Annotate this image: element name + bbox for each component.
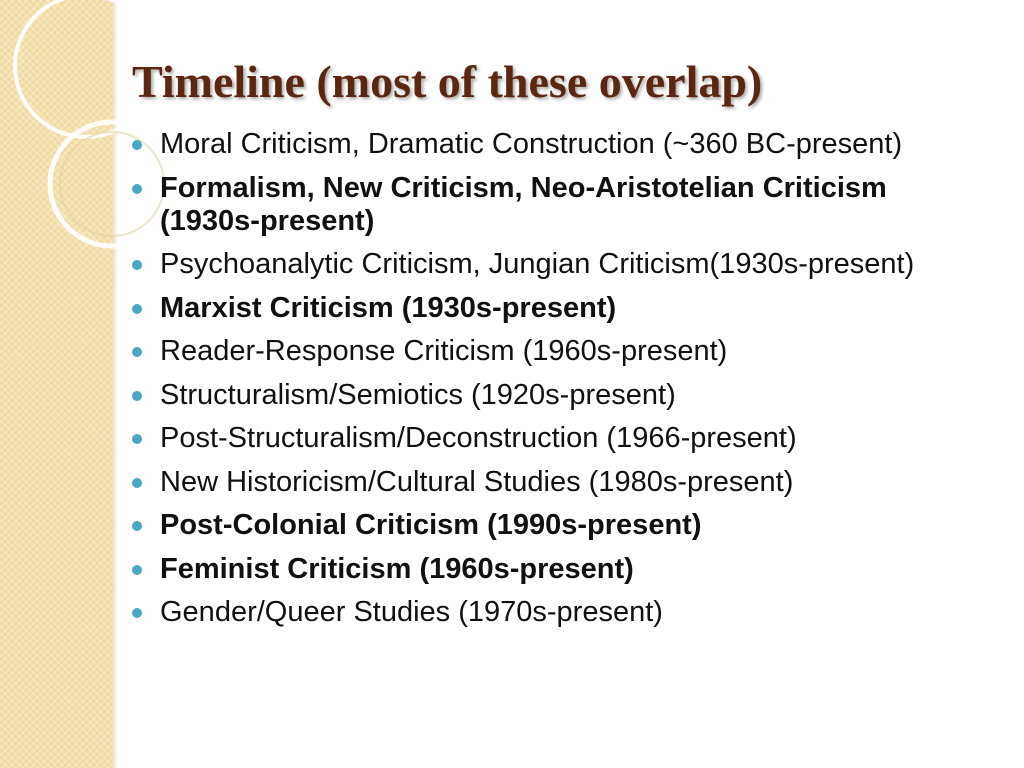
bullet-item <box>160 553 950 586</box>
bullet-item <box>160 422 950 455</box>
bullet-item <box>160 466 950 499</box>
bullet-item <box>160 128 950 161</box>
bullet-text: Formalism, New Criticism, Neo-Aristotelian Criticism (1930s-present) <box>160 171 887 237</box>
bullet-text: Reader-Response Criticism (1960s-present) <box>160 335 728 367</box>
bullet-item <box>160 248 950 281</box>
bullet-dot-icon <box>132 140 142 150</box>
bullet-item <box>160 596 950 629</box>
bullet-dot-icon <box>132 260 142 270</box>
bullet-dot-icon <box>132 184 142 194</box>
bullet-list <box>160 128 950 640</box>
bullet-dot-icon <box>132 304 142 314</box>
bullet-dot-icon <box>132 521 142 531</box>
bullet-text: Marxist Criticism (1930s-present) <box>160 291 617 324</box>
bullet-item <box>160 292 950 325</box>
bullet-text: New Historicism/Cultural Studies (1980s-present) <box>160 465 794 498</box>
bullet-dot-icon <box>132 608 142 618</box>
bullet-item <box>160 379 950 412</box>
bullet-item <box>160 172 950 238</box>
bullet-text: Psychoanalytic Criticism, Jungian Criticism(1930s-present) <box>160 248 915 280</box>
bullet-text: Structuralism/Semiotics (1920s-present) <box>160 378 676 411</box>
bullet-text: Post-Structuralism/Deconstruction (1966-present) <box>160 422 797 454</box>
bullet-dot-icon <box>132 391 142 401</box>
bullet-text: Gender/Queer Studies (1970s-present) <box>160 596 663 628</box>
bullet-dot-icon <box>132 347 142 357</box>
bullet-item <box>160 335 950 368</box>
slide-title: Timeline (most of these overlap) <box>132 56 763 107</box>
bullet-item <box>160 509 950 542</box>
bullet-dot-icon <box>132 434 142 444</box>
bullet-dot-icon <box>132 565 142 575</box>
side-panel <box>0 0 113 768</box>
bullet-dot-icon <box>132 478 142 488</box>
side-panel-edge <box>113 0 118 768</box>
bullet-text: Moral Criticism, Dramatic Construction (~360 BC-present) <box>160 128 903 160</box>
bullet-text: Post-Colonial Criticism (1990s-present) <box>160 509 702 541</box>
bullet-text: Feminist Criticism (1960s-present) <box>160 552 634 585</box>
